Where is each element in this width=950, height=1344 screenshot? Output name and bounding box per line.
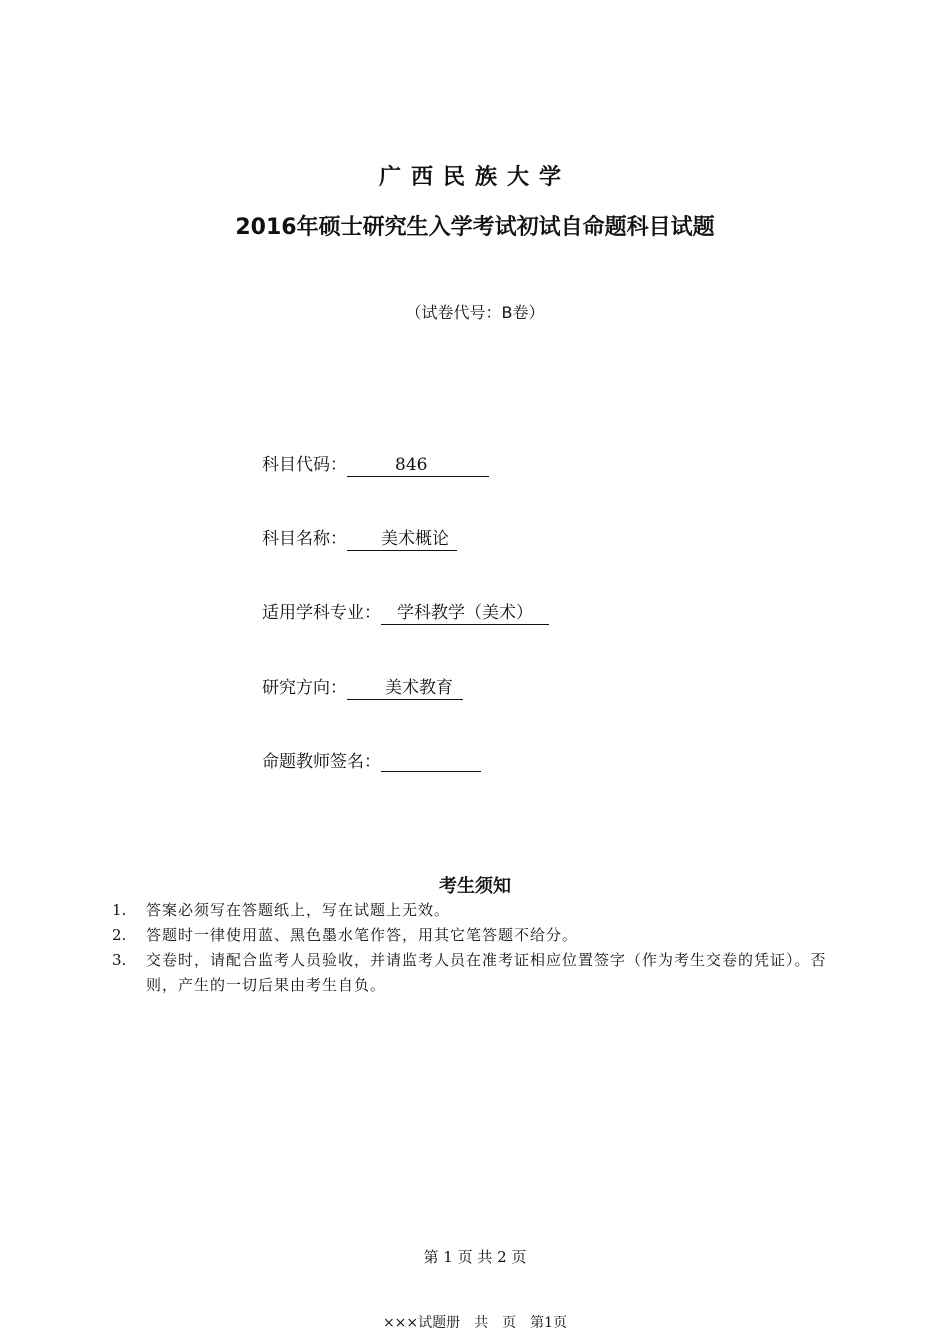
field-label: 科目代码： (262, 455, 347, 475)
field-research-direction (262, 673, 463, 700)
list-item (112, 948, 842, 998)
field-major (262, 598, 549, 625)
item-text: 交卷时，请配合监考人员验收，并请监考人员在准考证相应位置签字（作为考生交卷的凭证）。否则，产生的一切后果由考生自负。 (146, 951, 827, 994)
field-subject-code (262, 450, 489, 477)
field-value: 美术教育 (347, 678, 463, 700)
exam-title: 2016年硕士研究生入学考试初试自命题科目试题 (235, 215, 715, 240)
notice-list (112, 898, 842, 998)
list-item (112, 923, 842, 948)
field-label: 适用学科专业： (262, 603, 381, 623)
item-number: 1. (112, 901, 127, 919)
list-item (112, 898, 842, 923)
field-label: 科目名称： (262, 529, 347, 549)
item-number: 3. (112, 951, 127, 969)
item-text: 答题时一律使用蓝、黑色墨水笔作答，用其它笔答题不给分。 (146, 926, 579, 944)
field-label: 命题教师签名： (262, 752, 381, 772)
footer-text: ×××试题册 共 页 第1页 (382, 1315, 568, 1331)
field-value: 学科教学（美术） (381, 603, 549, 625)
field-teacher-signature (262, 747, 481, 772)
field-subject-name (262, 524, 457, 551)
notice-title: 考生须知 (439, 876, 511, 897)
field-value: 846 (347, 455, 489, 477)
page-number: 第 1 页 共 2 页 (423, 1248, 527, 1266)
item-text: 答案必须写在答题纸上，写在试题上无效。 (146, 901, 451, 919)
field-label: 研究方向： (262, 678, 347, 698)
signature-line (381, 750, 481, 772)
paper-code: （试卷代号：B卷） (405, 303, 545, 322)
field-value: 美术概论 (347, 529, 457, 551)
university-name: 广西民族大学 (378, 165, 571, 190)
item-number: 2. (112, 926, 127, 944)
